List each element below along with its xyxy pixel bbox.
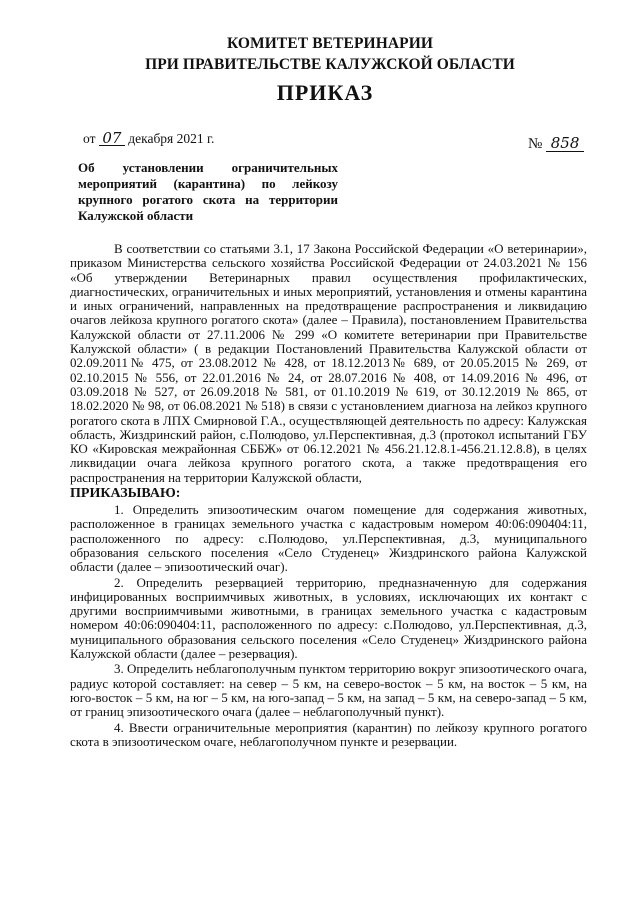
date-prefix: от — [83, 131, 96, 146]
order-item-2: 2. Определить резервацией территорию, предназначенную для содержания инфицированных восприимчивых животных, в условиях, исключающих их контакт с другими восприимчивыми животными, в границах земельного участка с кадастровым номером 40:06:090404:11, расположенного по адресу: с.Полюдово, ул.Перспективная, д.3, муниципального образования сельского поселения «Село Студенец» Жиздринского района Калужской области (далее – резервация). — [70, 574, 587, 662]
organization-name-line-1: КОМИТЕТ ВЕТЕРИНАРИИ — [226, 35, 434, 52]
date-month-year: декабря 2021 г. — [128, 131, 215, 146]
order-item-4: 4. Ввести ограничительные мероприятия (карантин) по лейкозу крупного рогатого скота в эпизоотическом очаге, неблагополучном пункте и резервации. — [70, 719, 587, 749]
number-value-handwritten: 858 — [546, 136, 584, 152]
preamble-paragraph: В соответствии со статьями 3.1, 17 Закона Российской Федерации «О ветеринарии», приказом Министерства сельского хозяйства Российской Федерации от 24.03.2021 № 156 «Об утверждении Ветеринарных правил осуществления профилактических, диагностических, ограничительных и иных мероприятий, установления и отмены карантина и иных ограничений, направленных на предотвращение распространения и ликвидацию очагов лейкоза крупного рогатого скота» (далее – Правила), постановлением Правительства Калужской области от 27.11.2006 № 299 «О комитете ветеринарии при Правительстве Калужской области» ( в редакции Постановлений Правительства Калужской области от 02.09.2011№ 475, от 23.08.2012 № 428, от 18.12.2013№ 689, от 20.05.2015 № 269, от 02.10.2015 № 556, от 22.01.2016 № 24, от 28.07.2016 № 408, от 14.09.2016 № 496, от 03.09.2018 № 527, от 26.09.2018 № 581, от 01.10.2019 № 619, от 30.12.2019 № 865, от 18.02.2020 № 98, от 06.08.2021 № 518) в связи с установлением диагноза на лейкоз крупного рогатого скота в ЛПХ Смирновой Г.А., осуществляющей деятельность по адресу: Калужская область, Жиздринский район, с.Полюдово, ул.Перспективная, д.3 (протокол испытаний ГБУ КО «Кировская межрайонная СББЖ» от 06.12.2021 № 456.21.12.8.1-456.21.12.8.8), в целях ликвидации очага лейкоза крупного рогатого скота, а также предотвращения его распространения на территории Калужской области, — [70, 241, 587, 485]
order-item-3: 3. Определить неблагополучным пунктом территорию вокруг эпизоотического очага, радиус которой составляет: на север – 5 км, на северо-восток – 5 км, на восток – 5 км, на юго-восток – 5 км, на юг – 5 км, на юго-запад – 5 км, на запад – 5 км, на северо-запад – 5 км, от границ эпизоотического очага (далее – неблагополучный пункт). — [70, 661, 587, 720]
document-title: ПРИКАЗ — [276, 80, 374, 105]
order-body — [70, 242, 587, 749]
organization-name-line-2: ПРИ ПРАВИТЕЛЬСТВЕ КАЛУЖСКОЙ ОБЛАСТИ — [145, 56, 515, 73]
order-date — [83, 131, 214, 147]
date-day-handwritten: 07 — [99, 131, 125, 146]
order-subject: Об установлении ограничительных мероприятий (карантина) по лейкозу крупного рогатого скота на территории Калужской области — [78, 160, 338, 223]
order-number — [528, 136, 584, 153]
order-item-1: 1. Определить эпизоотическим очагом помещение для содержания животных, расположенное в границах земельного участка с кадастровым номером 40:06:090404:11, расположенного по адресу: с.Полюдово, ул.Перспективная, д.3, муниципального образования сельского поселения «Село Студенец» Жиздринского района Калужской области (далее – эпизоотический очаг). — [70, 502, 587, 575]
number-sign: № — [528, 136, 543, 152]
command-heading: ПРИКАЗЫВАЮ: — [70, 486, 181, 502]
